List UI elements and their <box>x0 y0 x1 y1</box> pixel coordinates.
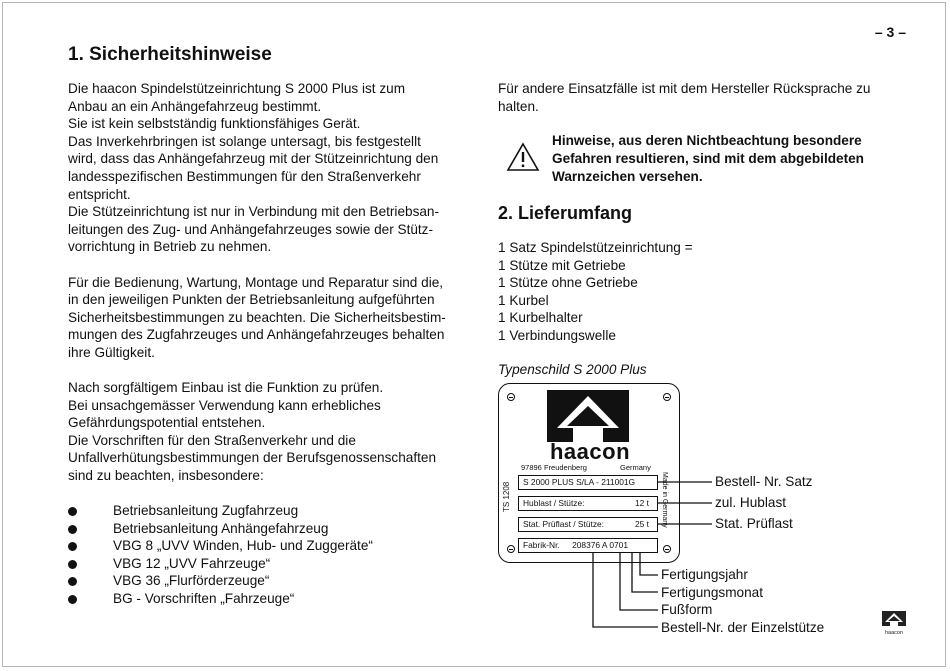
text-line: mungen des Zugfahrzeuges und Anhängefahrzeuges behalten <box>68 327 445 343</box>
text-line: leitungen des Zug- und Anhängefahrzeuges sowie der Stütz- <box>68 221 434 237</box>
callout-line <box>640 552 658 575</box>
static-test-load-label: Stat. Prüflast / Stütze: <box>523 519 604 529</box>
text-line: in den jeweiligen Punkten der Betriebsanleitung aufgeführten <box>68 292 435 308</box>
section-1-title: 1. Sicherheitshinweise <box>68 44 272 65</box>
plate-origin-text: Made in Germany <box>661 472 668 528</box>
text-line: Sie ist kein selbstständig funktionsfähiges Gerät. <box>68 116 361 132</box>
list-item: 1 Kurbel <box>498 292 549 308</box>
list-item-label: VBG 12 „UVV Fahrzeuge“ <box>113 555 271 571</box>
text-line: landesspezifischen Bestimmungen für den Straßenverkehr <box>68 168 421 184</box>
type-plate-caption: Typenschild S 2000 Plus <box>498 362 647 377</box>
warning-line: Gefahren resultieren, sind mit dem abgebildeten <box>552 151 864 166</box>
footer-logo <box>880 611 908 642</box>
callout-order-set: Bestell- Nr. Satz <box>715 474 813 489</box>
haacon-small-logo-icon <box>880 611 908 637</box>
text-line: Bei unsachgemässer Verwendung kann erhebliches <box>68 397 381 413</box>
footer-logo-text: haacon <box>884 630 904 636</box>
order-set-value: S 2000 PLUS S/LA - 211001G <box>523 477 636 487</box>
warning-line: Hinweise, aus deren Nichtbeachtung besondere <box>552 133 862 148</box>
callout-static-test-load: Stat. Prüflast <box>715 516 793 531</box>
text-line: Gefährdungspotential entstehen. <box>68 415 266 431</box>
callout-line <box>593 552 658 627</box>
text-line: Die Vorschriften für den Straßenverkehr und die <box>68 432 356 448</box>
brand-name: haacon <box>549 439 631 464</box>
text-line: Unfallverhütungsbestimmungen der Berufsgenossenschaften <box>68 450 437 466</box>
list-item: 1 Verbindungswelle <box>498 327 616 343</box>
factory-number-label: Fabrik-Nr. <box>523 540 560 550</box>
text-line: wird, dass das Anhängefahrzeug mit der Stützeinrichtung den <box>68 151 439 167</box>
text-line: ihre Gültigkeit. <box>68 344 155 360</box>
list-item: 1 Kurbelhalter <box>498 310 583 326</box>
callout-single-order-number: Bestell-Nr. der Einzelstütze <box>661 620 825 635</box>
lift-load-label: Hublast / Stütze: <box>523 498 585 508</box>
list-item: 1 Satz Spindelstützeinrichtung = <box>498 240 693 255</box>
text-line: sind zu beachten, insbesondere: <box>68 468 264 484</box>
static-test-load-value: 25 t <box>635 519 649 529</box>
list-item-label: Betriebsanleitung Anhängefahrzeug <box>113 520 329 536</box>
list-item-label: Betriebsanleitung Zugfahrzeug <box>113 503 299 518</box>
list-item-label: BG - Vorschriften „Fahrzeuge“ <box>113 590 295 606</box>
text-line: Das Inverkehrbringen ist solange untersagt, bis festgestellt <box>68 133 421 149</box>
text-line: vorrichtung in Betrieb zu nehmen. <box>68 239 272 255</box>
section-2-title: 2. Lieferumfang <box>498 203 633 223</box>
text-line: entspricht. <box>68 186 131 202</box>
list-item-label: VBG 8 „UVV Winden, Hub- und Zuggeräte“ <box>113 538 373 554</box>
text-line: halten. <box>498 98 539 114</box>
callout-production-month: Fertigungsmonat <box>661 585 764 600</box>
callout-lift-load: zul. Hublast <box>715 495 787 510</box>
text-line: Für andere Einsatzfälle ist mit dem Hersteller Rücksprache zu <box>498 81 871 96</box>
text-line: Die Stützeinrichtung ist nur in Verbindung mit den Betriebsan- <box>68 204 440 220</box>
factory-number-value: 208376 A 0701 <box>572 540 628 550</box>
text-line: Nach sorgfältigem Einbau ist die Funktion zu prüfen. <box>68 380 384 396</box>
callout-foot-form: Fußform <box>661 602 713 617</box>
callout-production-year: Fertigungsjahr <box>661 567 748 582</box>
manufacturer-city: 97896 Freudenberg <box>521 463 587 472</box>
manufacturer-country: Germany <box>620 463 651 472</box>
text-line: Für die Bedienung, Wartung, Montage und Reparatur sind die, <box>68 274 444 290</box>
text-line: Sicherheitsbestimmungen zu beachten. Die Sicherheitsbestim- <box>68 309 446 325</box>
list-item: 1 Stütze ohne Getriebe <box>498 275 638 291</box>
plate-side-code: TS 1208 <box>502 481 511 512</box>
page-number: – 3 – <box>874 24 906 40</box>
callout-line <box>632 552 658 592</box>
callout-line <box>620 552 658 610</box>
lift-load-value: 12 t <box>635 498 649 508</box>
warning-line: Warnzeichen versehen. <box>552 169 703 184</box>
list-item-label: VBG 36 „Flurförderzeuge“ <box>113 573 270 589</box>
text-line: Anbau an ein Anhängefahrzeug bestimmt. <box>68 98 322 114</box>
text-line: Die haacon Spindelstützeinrichtung S 2000 Plus ist zum <box>68 81 406 96</box>
list-item: 1 Stütze mit Getriebe <box>498 257 626 273</box>
